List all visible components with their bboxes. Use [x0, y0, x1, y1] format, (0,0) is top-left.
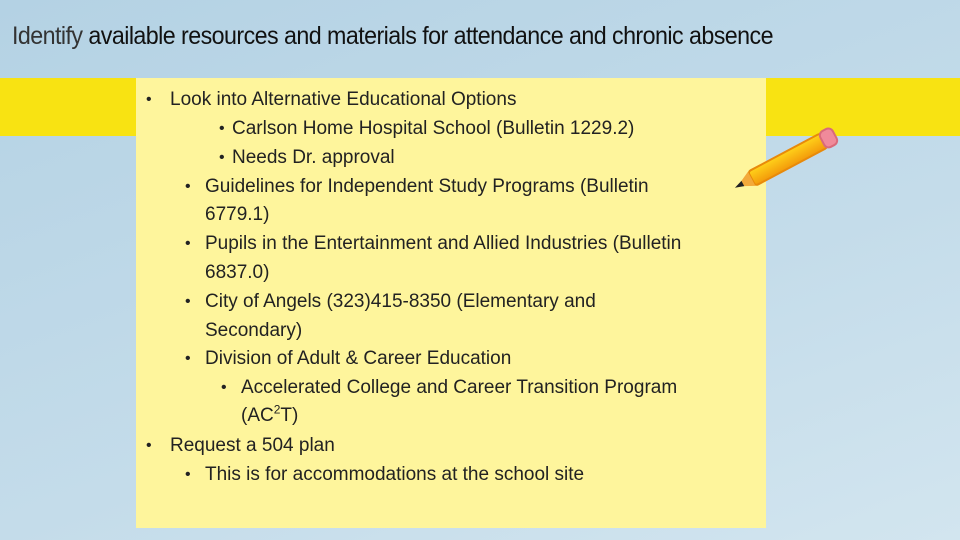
bullet: •	[221, 379, 227, 396]
bullet: •	[185, 293, 191, 310]
act-superscript: 2	[273, 402, 281, 417]
list-item: Request a 504 plan	[170, 435, 335, 456]
list-item: City of Angels (323)415-8350 (Elementary and	[205, 291, 596, 312]
bullet: •	[185, 466, 191, 483]
list-item: This is for accommodations at the school site	[205, 464, 585, 485]
bullet: •	[146, 91, 152, 108]
act-suffix: T)	[280, 405, 299, 426]
title-rest: available resources and materials for attendance and chronic absence	[82, 22, 773, 50]
list-item: Accelerated College and Career Transition Program	[241, 377, 678, 398]
list-item-continued: 6779.1)	[205, 204, 270, 225]
bullet: •	[219, 149, 225, 166]
act-prefix: (AC	[241, 405, 274, 426]
list-item: Look into Alternative Educational Options	[170, 89, 517, 110]
list-item-continued: 6837.0)	[205, 262, 270, 283]
list-item: Carlson Home Hospital School (Bulletin 1229.2)	[232, 118, 635, 139]
list-item-continued: Secondary)	[205, 320, 303, 341]
list-item: Needs Dr. approval	[232, 147, 395, 168]
title-lead: Identify	[12, 22, 83, 50]
list-item: Pupils in the Entertainment and Allied Industries (Bulletin	[205, 233, 682, 254]
bullet: •	[185, 350, 191, 367]
list-item-continued	[241, 404, 298, 428]
slide-title	[12, 22, 773, 51]
list-item: Guidelines for Independent Study Programs (Bulletin	[205, 176, 649, 197]
list-item: Division of Adult & Career Education	[205, 348, 512, 369]
bullet: •	[185, 235, 191, 252]
bullet: •	[219, 120, 225, 137]
pencil-icon	[725, 120, 850, 200]
bullet: •	[185, 178, 191, 195]
bullet: •	[146, 437, 152, 454]
